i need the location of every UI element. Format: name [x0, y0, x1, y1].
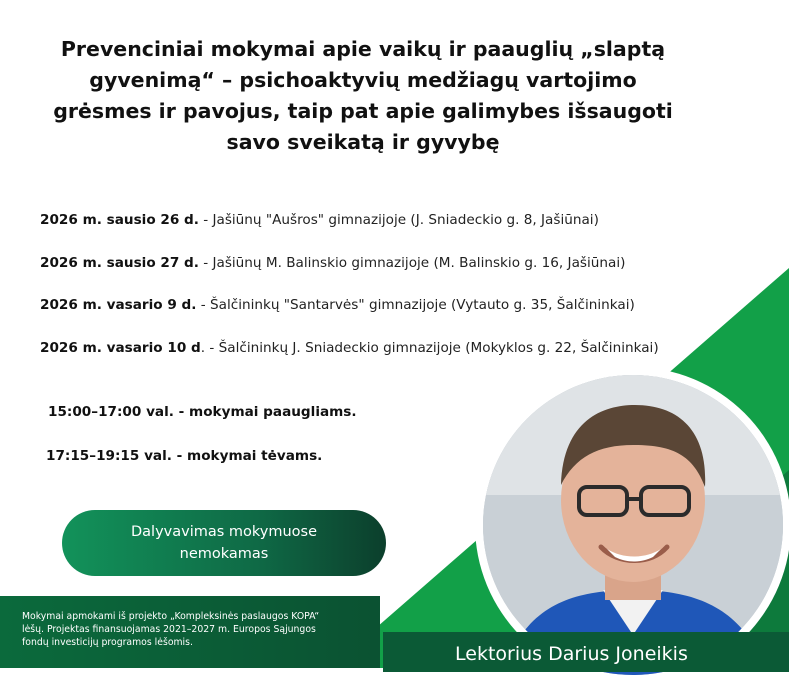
lecturer-name: Lektorius Darius Joneikis	[455, 643, 688, 665]
lecturer-photo	[483, 375, 783, 675]
funding-line-1: Mokymai apmokami iš projekto „Kompleksinės paslaugos KOPA“	[22, 611, 320, 622]
schedule-teens: 15:00–17:00 val. - mokymai paaugliams.	[48, 404, 357, 420]
lecturer-portrait-icon	[483, 375, 783, 675]
participation-line-2: nemokamas	[179, 546, 269, 562]
event-date: 2026 m. vasario 9 d.	[40, 297, 197, 313]
event-date: 2026 m. sausio 26 d.	[40, 212, 199, 228]
title-line-3: grėsmes ir pavojus, taip pat apie galimybes išsaugoti	[53, 99, 673, 123]
event-place: - Jašiūnų "Aušros" gimnazijoje (J. Sniadeckio g. 8, Jašiūnai)	[198, 212, 599, 228]
event-list	[40, 207, 659, 377]
event-place: - Šalčininkų "Santarvės" gimnazijoje (Vytauto g. 35, Šalčininkai)	[196, 297, 635, 313]
page-title	[18, 34, 708, 158]
event-item	[40, 335, 659, 378]
participation-line-1: Dalyvavimas mokymuose	[130, 524, 318, 540]
schedule-parents: 17:15–19:15 val. - mokymai tėvams.	[46, 448, 323, 464]
title-line-2: gyvenimą“ – psichoaktyvių medžiagų vartojimo	[89, 68, 637, 92]
event-date: 2026 m. sausio 27 d.	[40, 254, 199, 271]
funding-line-3: fondų investicijų programos lėšomis.	[22, 637, 193, 648]
event-item	[40, 292, 659, 335]
event-item	[40, 250, 659, 293]
funding-line-2: lėšų. Projektas finansuojamas 2021–2027 m. Europos Sąjungos	[22, 624, 316, 635]
event-place: - Jašiūnų M. Balinskio gimnazijoje (M. Balinskio g. 16, Jašiūnai)	[198, 254, 626, 271]
participation-badge	[62, 510, 386, 576]
title-line-4: savo sveikatą ir gyvybę	[226, 130, 500, 154]
event-place: . - Šalčininkų J. Sniadeckio gimnazijoje (Mokyklos g. 22, Šalčininkai)	[200, 339, 659, 356]
title-line-1: Prevenciniai mokymai apie vaikų ir paauglių „slaptą	[60, 37, 666, 61]
funding-note	[0, 596, 380, 668]
event-date: 2026 m. vasario 10 d	[40, 339, 201, 356]
event-item	[40, 207, 659, 250]
